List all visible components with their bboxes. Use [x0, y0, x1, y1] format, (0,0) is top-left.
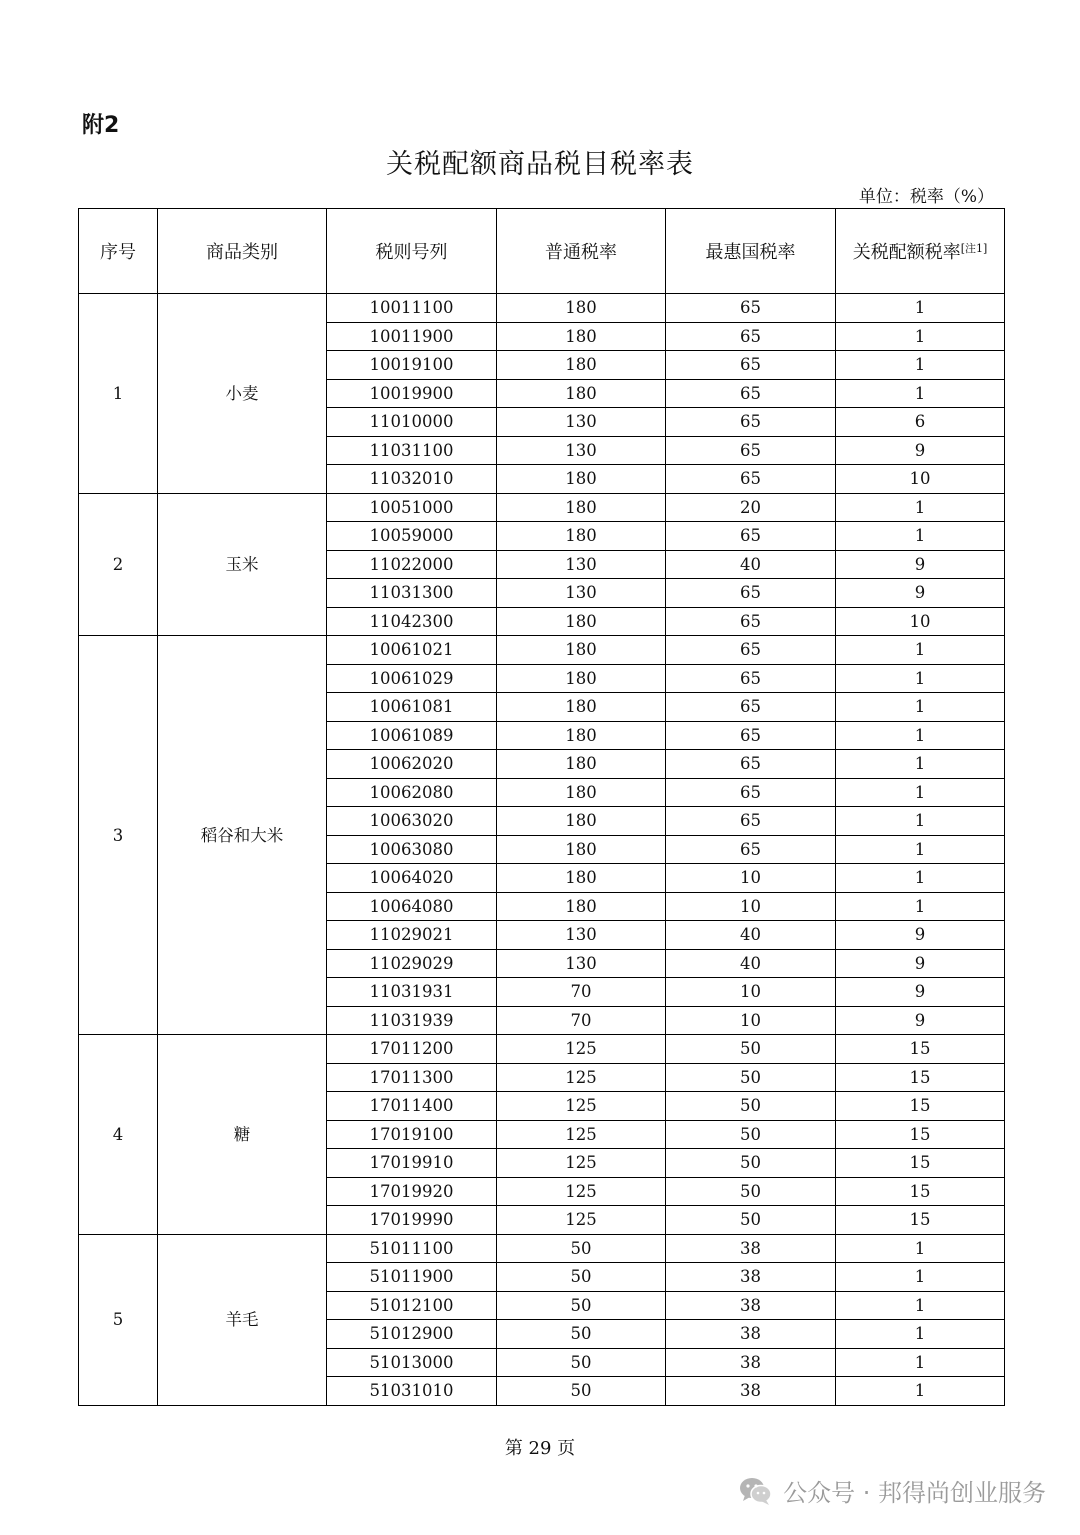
cell-quota-rate: 1 — [836, 835, 1005, 864]
cell-mfn-rate: 65 — [666, 835, 836, 864]
cell-general-rate: 180 — [497, 465, 666, 494]
cell-general-rate: 180 — [497, 294, 666, 323]
cell-mfn-rate: 38 — [666, 1291, 836, 1320]
cell-code: 11010000 — [327, 408, 497, 437]
cell-code: 11042300 — [327, 607, 497, 636]
cell-mfn-rate: 10 — [666, 978, 836, 1007]
cell-quota-rate: 1 — [836, 1263, 1005, 1292]
cell-quota-rate: 15 — [836, 1149, 1005, 1178]
table-header-row — [79, 209, 1005, 294]
cell-quota-rate: 1 — [836, 1320, 1005, 1349]
cell-quota-rate: 1 — [836, 778, 1005, 807]
header-quota-label: 关税配额税率 — [852, 242, 961, 263]
cell-code: 10011900 — [327, 322, 497, 351]
cell-quota-rate: 1 — [836, 1377, 1005, 1406]
table-row — [79, 1035, 1005, 1064]
cell-mfn-rate: 65 — [666, 664, 836, 693]
cell-code: 11029021 — [327, 921, 497, 950]
cell-general-rate: 180 — [497, 693, 666, 722]
cell-code: 10063080 — [327, 835, 497, 864]
cell-general-rate: 180 — [497, 778, 666, 807]
cell-mfn-rate: 50 — [666, 1092, 836, 1121]
tariff-rate-table — [78, 208, 1005, 1406]
cell-code: 11031939 — [327, 1006, 497, 1035]
cell-code: 10061081 — [327, 693, 497, 722]
cell-code: 17019910 — [327, 1149, 497, 1178]
cell-quota-rate: 1 — [836, 864, 1005, 893]
cell-mfn-rate: 50 — [666, 1206, 836, 1235]
cell-mfn-rate: 38 — [666, 1263, 836, 1292]
cell-quota-rate: 10 — [836, 607, 1005, 636]
cell-mfn-rate: 10 — [666, 892, 836, 921]
unit-label: 单位：税率（%） — [858, 187, 994, 207]
cell-general-rate: 50 — [497, 1263, 666, 1292]
cell-general-rate: 125 — [497, 1092, 666, 1121]
cell-mfn-rate: 65 — [666, 579, 836, 608]
cell-code: 11031100 — [327, 436, 497, 465]
cell-category: 糖 — [158, 1035, 327, 1235]
cell-quota-rate: 9 — [836, 579, 1005, 608]
appendix-label: 附2 — [82, 113, 120, 138]
cell-quota-rate: 9 — [836, 436, 1005, 465]
cell-code: 11022000 — [327, 550, 497, 579]
cell-code: 10062080 — [327, 778, 497, 807]
cell-general-rate: 125 — [497, 1063, 666, 1092]
cell-mfn-rate: 65 — [666, 636, 836, 665]
cell-quota-rate: 1 — [836, 522, 1005, 551]
cell-general-rate: 70 — [497, 978, 666, 1007]
cell-seq: 4 — [79, 1035, 158, 1235]
cell-code: 17011200 — [327, 1035, 497, 1064]
cell-quota-rate: 1 — [836, 721, 1005, 750]
cell-general-rate: 180 — [497, 522, 666, 551]
cell-quota-rate: 15 — [836, 1177, 1005, 1206]
cell-general-rate: 50 — [497, 1291, 666, 1320]
cell-mfn-rate: 65 — [666, 351, 836, 380]
cell-mfn-rate: 38 — [666, 1320, 836, 1349]
cell-mfn-rate: 65 — [666, 436, 836, 465]
cell-code: 10064020 — [327, 864, 497, 893]
cell-general-rate: 70 — [497, 1006, 666, 1035]
cell-mfn-rate: 50 — [666, 1063, 836, 1092]
cell-quota-rate: 9 — [836, 921, 1005, 950]
cell-code: 10011100 — [327, 294, 497, 323]
cell-quota-rate: 1 — [836, 892, 1005, 921]
cell-code: 11029029 — [327, 949, 497, 978]
cell-mfn-rate: 65 — [666, 379, 836, 408]
table-row — [79, 636, 1005, 665]
cell-mfn-rate: 65 — [666, 408, 836, 437]
cell-code: 11032010 — [327, 465, 497, 494]
cell-mfn-rate: 65 — [666, 721, 836, 750]
cell-general-rate: 180 — [497, 864, 666, 893]
cell-quota-rate: 1 — [836, 636, 1005, 665]
header-category: 商品类别 — [158, 209, 327, 294]
cell-general-rate: 180 — [497, 607, 666, 636]
cell-code: 51031010 — [327, 1377, 497, 1406]
cell-quota-rate: 9 — [836, 1006, 1005, 1035]
cell-mfn-rate: 50 — [666, 1035, 836, 1064]
cell-mfn-rate: 65 — [666, 322, 836, 351]
cell-mfn-rate: 65 — [666, 607, 836, 636]
cell-general-rate: 130 — [497, 579, 666, 608]
cell-quota-rate: 1 — [836, 294, 1005, 323]
header-mfn-rate: 最惠国税率 — [666, 209, 836, 294]
cell-quota-rate: 6 — [836, 408, 1005, 437]
cell-code: 10061089 — [327, 721, 497, 750]
cell-mfn-rate: 65 — [666, 778, 836, 807]
cell-mfn-rate: 65 — [666, 807, 836, 836]
cell-mfn-rate: 38 — [666, 1234, 836, 1263]
cell-general-rate: 130 — [497, 921, 666, 950]
cell-quota-rate: 1 — [836, 351, 1005, 380]
cell-general-rate: 180 — [497, 636, 666, 665]
cell-code: 10019100 — [327, 351, 497, 380]
cell-general-rate: 180 — [497, 351, 666, 380]
cell-mfn-rate: 38 — [666, 1348, 836, 1377]
cell-mfn-rate: 65 — [666, 465, 836, 494]
cell-mfn-rate: 10 — [666, 864, 836, 893]
cell-code: 10059000 — [327, 522, 497, 551]
cell-code: 10061021 — [327, 636, 497, 665]
cell-quota-rate: 15 — [836, 1092, 1005, 1121]
cell-mfn-rate: 40 — [666, 921, 836, 950]
cell-code: 11031931 — [327, 978, 497, 1007]
cell-quota-rate: 1 — [836, 379, 1005, 408]
cell-mfn-rate: 40 — [666, 550, 836, 579]
cell-general-rate: 180 — [497, 322, 666, 351]
table-body — [79, 294, 1005, 1406]
cell-mfn-rate: 65 — [666, 750, 836, 779]
cell-general-rate: 130 — [497, 949, 666, 978]
cell-code: 51012100 — [327, 1291, 497, 1320]
cell-quota-rate: 15 — [836, 1120, 1005, 1149]
cell-quota-rate: 15 — [836, 1206, 1005, 1235]
cell-general-rate: 180 — [497, 807, 666, 836]
cell-quota-rate: 9 — [836, 550, 1005, 579]
cell-quota-rate: 15 — [836, 1035, 1005, 1064]
cell-mfn-rate: 65 — [666, 294, 836, 323]
cell-category: 羊毛 — [158, 1234, 327, 1405]
cell-general-rate: 130 — [497, 550, 666, 579]
cell-quota-rate: 10 — [836, 465, 1005, 494]
cell-general-rate: 180 — [497, 750, 666, 779]
cell-code: 10063020 — [327, 807, 497, 836]
cell-code: 51011100 — [327, 1234, 497, 1263]
cell-mfn-rate: 20 — [666, 493, 836, 522]
cell-general-rate: 125 — [497, 1149, 666, 1178]
cell-code: 17019990 — [327, 1206, 497, 1235]
cell-quota-rate: 1 — [836, 693, 1005, 722]
cell-general-rate: 125 — [497, 1177, 666, 1206]
cell-mfn-rate: 65 — [666, 522, 836, 551]
cell-category: 玉米 — [158, 493, 327, 636]
cell-category: 小麦 — [158, 294, 327, 494]
cell-code: 17011400 — [327, 1092, 497, 1121]
cell-code: 10019900 — [327, 379, 497, 408]
cell-code: 11031300 — [327, 579, 497, 608]
cell-quota-rate: 9 — [836, 978, 1005, 1007]
table-row — [79, 493, 1005, 522]
cell-code: 17011300 — [327, 1063, 497, 1092]
cell-code: 51013000 — [327, 1348, 497, 1377]
cell-mfn-rate: 50 — [666, 1177, 836, 1206]
cell-quota-rate: 1 — [836, 750, 1005, 779]
cell-quota-rate: 1 — [836, 322, 1005, 351]
cell-mfn-rate: 38 — [666, 1377, 836, 1406]
cell-seq: 2 — [79, 493, 158, 636]
cell-quota-rate: 1 — [836, 1291, 1005, 1320]
cell-code: 17019920 — [327, 1177, 497, 1206]
wechat-icon — [739, 1476, 773, 1506]
cell-general-rate: 125 — [497, 1206, 666, 1235]
header-general-rate: 普通税率 — [497, 209, 666, 294]
cell-mfn-rate: 10 — [666, 1006, 836, 1035]
cell-seq: 3 — [79, 636, 158, 1035]
cell-quota-rate: 1 — [836, 664, 1005, 693]
cell-mfn-rate: 40 — [666, 949, 836, 978]
cell-quota-rate: 1 — [836, 1348, 1005, 1377]
cell-general-rate: 180 — [497, 835, 666, 864]
cell-general-rate: 180 — [497, 892, 666, 921]
page-number: 第 29 页 — [504, 1438, 576, 1459]
watermark-text: 公众号 · 邦得尚创业服务 — [783, 1479, 1046, 1507]
cell-general-rate: 180 — [497, 379, 666, 408]
cell-category: 稻谷和大米 — [158, 636, 327, 1035]
cell-general-rate: 125 — [497, 1120, 666, 1149]
cell-general-rate: 50 — [497, 1377, 666, 1406]
footnote-marker: [注1] — [960, 242, 988, 255]
cell-code: 10061029 — [327, 664, 497, 693]
cell-code: 17019100 — [327, 1120, 497, 1149]
cell-general-rate: 130 — [497, 436, 666, 465]
cell-mfn-rate: 50 — [666, 1120, 836, 1149]
cell-general-rate: 180 — [497, 721, 666, 750]
header-quota-rate — [836, 209, 1005, 294]
page-title: 关税配额商品税目税率表 — [386, 149, 694, 180]
cell-quota-rate: 1 — [836, 493, 1005, 522]
header-code: 税则号列 — [327, 209, 497, 294]
cell-code: 10062020 — [327, 750, 497, 779]
cell-general-rate: 180 — [497, 493, 666, 522]
cell-quota-rate: 15 — [836, 1063, 1005, 1092]
watermark — [739, 1473, 1046, 1508]
header-seq: 序号 — [79, 209, 158, 294]
table-row — [79, 294, 1005, 323]
cell-seq: 1 — [79, 294, 158, 494]
table-row — [79, 1234, 1005, 1263]
cell-seq: 5 — [79, 1234, 158, 1405]
cell-general-rate: 50 — [497, 1348, 666, 1377]
cell-general-rate: 180 — [497, 664, 666, 693]
cell-code: 10064080 — [327, 892, 497, 921]
cell-mfn-rate: 50 — [666, 1149, 836, 1178]
cell-quota-rate: 9 — [836, 949, 1005, 978]
cell-code: 51012900 — [327, 1320, 497, 1349]
cell-general-rate: 125 — [497, 1035, 666, 1064]
cell-general-rate: 50 — [497, 1320, 666, 1349]
cell-code: 51011900 — [327, 1263, 497, 1292]
cell-mfn-rate: 65 — [666, 693, 836, 722]
cell-quota-rate: 1 — [836, 1234, 1005, 1263]
cell-general-rate: 130 — [497, 408, 666, 437]
cell-code: 10051000 — [327, 493, 497, 522]
cell-general-rate: 50 — [497, 1234, 666, 1263]
cell-quota-rate: 1 — [836, 807, 1005, 836]
